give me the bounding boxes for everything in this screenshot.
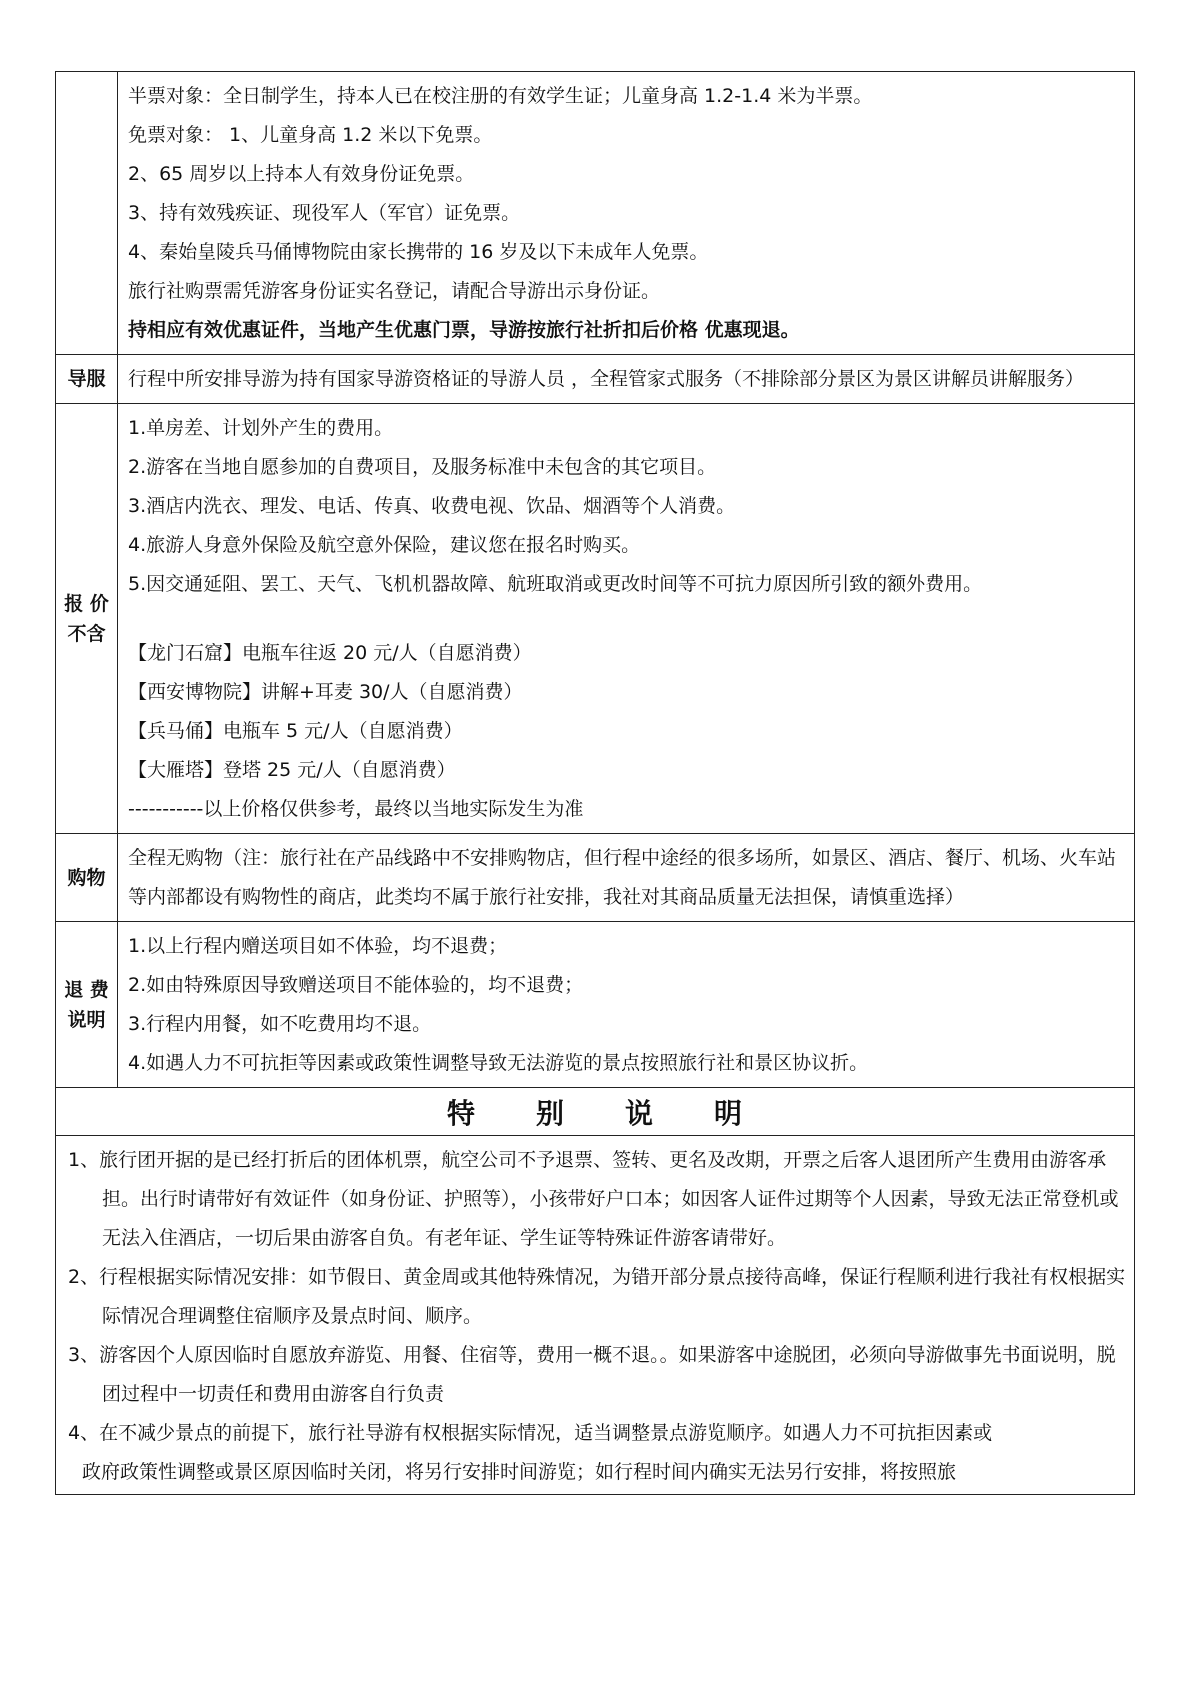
excluded-label-line2: 不含	[67, 622, 106, 645]
ticket-line: 半票对象：全日制学生，持本人已在校注册的有效学生证；儿童身高 1.2-1.4 米为半票。	[128, 85, 873, 107]
extra-fee-item: 【兵马俑】电瓶车 5 元/人（自愿消费）	[128, 720, 463, 742]
refund-row	[56, 922, 1135, 1088]
special-item	[68, 1414, 1126, 1492]
special-title	[56, 1088, 1135, 1136]
special-item-number: 4、	[68, 1422, 100, 1444]
ticket-line: 免票对象： 1、儿童身高 1.2 米以下免票。	[128, 124, 493, 146]
ticket-line: 3、持有效残疾证、现役军人（军官）证免票。	[128, 202, 521, 224]
special-title-char: 特	[446, 1096, 476, 1130]
guide-row	[56, 355, 1135, 404]
spacer	[128, 604, 1126, 634]
special-item-number: 1、	[68, 1149, 100, 1171]
special-content-row	[56, 1136, 1135, 1495]
special-item-text: 旅行团开据的是已经打折后的团体机票，航空公司不予退票、签转、更名及改期，开票之后客人退团所产生费用由游客承担。出行时请带好有效证件（如身份证、护照等），小孩带好户口本；如因客人证件过期等个人因素，导致无法正常登机或无法入住酒店，一切后果由游客自负。有老年证、学生证等特殊证件游客请带好。	[99, 1149, 1119, 1249]
excluded-label-line1: 报 价	[64, 592, 109, 615]
special-title-char: 明	[714, 1096, 744, 1130]
shopping-row	[56, 834, 1135, 922]
ticket-row	[56, 72, 1135, 355]
price-reference-note: -----------以上价格仅供参考，最终以当地实际发生为准	[128, 798, 584, 820]
special-item	[68, 1336, 1126, 1414]
excluded-item: 1.单房差、计划外产生的费用。	[128, 417, 394, 439]
guide-label: 导服	[56, 355, 118, 404]
extra-fee-item: 【西安博物院】讲解+耳麦 30/人（自愿消费）	[128, 681, 523, 703]
special-title-char: 别	[535, 1096, 565, 1130]
extra-fee-item: 【大雁塔】登塔 25 元/人（自愿消费）	[128, 759, 456, 781]
special-item	[68, 1141, 1126, 1258]
special-item-text: 在不减少景点的前提下，旅行社导游有权根据实际情况，适当调整景点游览顺序。如遇人力不可抗拒因素或	[99, 1422, 993, 1444]
special-item-text: 游客因个人原因临时自愿放弃游览、用餐、住宿等，费用一概不退。。如果游客中途脱团，必须向导游做事先书面说明，脱团过程中一切责任和费用由游客自行负责	[99, 1344, 1116, 1405]
refund-item: 2.如由特殊原因导致赠送项目不能体验的，均不退费；	[128, 974, 584, 996]
special-item-text: 行程根据实际情况安排：如节假日、黄金周或其他特殊情况，为错开部分景点接待高峰，保证行程顺利进行我社有权根据实际情况合理调整住宿顺序及景点时间、顺序。	[99, 1266, 1126, 1327]
ticket-line: 4、秦始皇陵兵马俑博物院由家长携带的 16 岁及以下未成年人免票。	[128, 241, 709, 263]
special-item-number: 3、	[68, 1344, 100, 1366]
special-title-row	[56, 1088, 1135, 1136]
ticket-content	[118, 72, 1135, 355]
excluded-row	[56, 404, 1135, 834]
refund-item: 1.以上行程内赠送项目如不体验，均不退费；	[128, 935, 508, 957]
refund-content	[118, 922, 1135, 1088]
extra-fee-item: 【龙门石窟】电瓶车往返 20 元/人（自愿消费）	[128, 642, 532, 664]
ticket-line: 2、65 周岁以上持本人有效身份证免票。	[128, 163, 475, 185]
itinerary-table	[55, 71, 1135, 1495]
ticket-discount-note: 持相应有效优惠证件，当地产生优惠门票，导游按旅行社折扣后价格 优惠现退。	[128, 319, 800, 341]
shopping-content: 全程无购物（注：旅行社在产品线路中不安排购物店，但行程中途经的很多场所，如景区、酒店、餐厅、机场、火车站等内部都设有购物性的商店，此类均不属于旅行社安排，我社对其商品质量无法担保，请慎重选择）	[118, 834, 1135, 922]
excluded-item: 3.酒店内洗衣、理发、电话、传真、收费电视、饮品、烟酒等个人消费。	[128, 495, 736, 517]
excluded-label	[56, 404, 118, 834]
excluded-item: 2.游客在当地自愿参加的自费项目，及服务标准中未包含的其它项目。	[128, 456, 717, 478]
ticket-label-cell	[56, 72, 118, 355]
ticket-line: 旅行社购票需凭游客身份证实名登记，请配合导游出示身份证。	[128, 280, 661, 302]
shopping-label: 购物	[56, 834, 118, 922]
refund-item: 4.如遇人力不可抗拒等因素或政策性调整导致无法游览的景点按照旅行社和景区协议折。	[128, 1052, 869, 1074]
special-content	[56, 1136, 1135, 1495]
excluded-item: 5.因交通延阻、罢工、天气、飞机机器故障、航班取消或更改时间等不可抗力原因所引致的额外费用。	[128, 573, 983, 595]
excluded-item: 4.旅游人身意外保险及航空意外保险，建议您在报名时购买。	[128, 534, 641, 556]
excluded-content	[118, 404, 1135, 834]
special-title-char: 说	[625, 1096, 655, 1130]
guide-content: 行程中所安排导游为持有国家导游资格证的导游人员 ，全程管家式服务（不排除部分景区为景区讲解员讲解服务）	[118, 355, 1135, 404]
special-item-continuation: 政府政策性调整或景区原因临时关闭，将另行安排时间游览；如行程时间内确实无法另行安排，将按照旅	[82, 1461, 957, 1483]
refund-item: 3.行程内用餐，如不吃费用均不退。	[128, 1013, 432, 1035]
special-item-number: 2、	[68, 1266, 100, 1288]
refund-label-line1: 退 费	[64, 978, 109, 1001]
refund-label-line2: 说明	[67, 1008, 106, 1031]
special-item	[68, 1258, 1126, 1336]
refund-label	[56, 922, 118, 1088]
